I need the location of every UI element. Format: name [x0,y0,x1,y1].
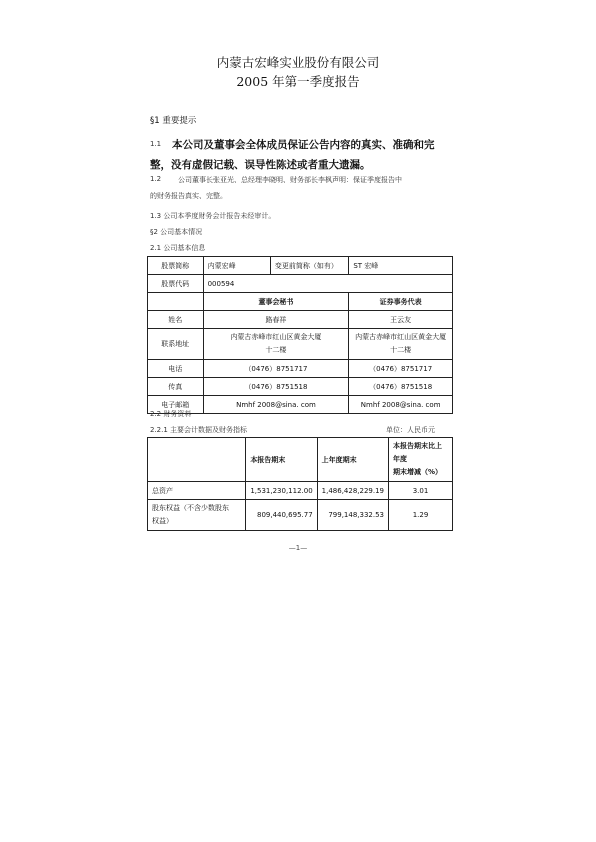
unit-label: 单位：人民币元 [386,426,435,434]
address-label: 联系地址 [148,329,204,360]
name-label: 姓名 [148,311,204,329]
table-row [148,275,453,293]
stock-code-value: 000594 [203,275,452,293]
table-row [148,293,453,311]
equity-label-line1: 股东权益（不含少数股东 [152,504,229,512]
prior-year-header: 上年度期末 [317,438,388,482]
table-row [148,257,453,275]
secretary-email: Nmhf 2008@sina. com [203,396,349,414]
email-label: 电子邮箱 [148,396,204,414]
item-1-1-number: 1.1 [150,140,162,148]
rep-address-line1: 内蒙古赤峰市红山区黄金大厦 [355,333,447,341]
equity-change: 1.29 [389,500,453,531]
item-2-2-heading: 2.2 财务资料 [150,410,192,418]
table-row [148,482,453,500]
short-name-label: 股票简称 [148,257,204,275]
page-number: —1— [288,544,308,552]
item-1-2-number: 1.2 [150,175,162,183]
former-name-label: 变更前简称（如有） [270,257,348,275]
financial-table [147,437,453,531]
secretary-header: 董事会秘书 [203,293,349,311]
item-2-1-heading: 2.1 公司基本信息 [150,244,206,252]
current-period-header: 本报告期末 [246,438,317,482]
total-assets-prior: 1,486,428,229.19 [317,482,388,500]
secretary-address [203,329,349,360]
item-1-3: 1.3 公司本季度财务会计报告未经审计。 [150,212,276,220]
change-header-line1: 本报告期末比上年度 [393,442,442,463]
table-row [148,360,453,378]
phone-label: 电话 [148,360,204,378]
rep-fax: （0476）8751518 [349,378,453,396]
section-2-heading: §2 公司基本情况 [150,228,203,236]
secretary-fax: （0476）8751518 [203,378,349,396]
rep-name: 王云友 [349,311,453,329]
item-1-2-line2: 的财务报告真实、完整。 [150,192,227,200]
table-row [148,396,453,414]
table-row [148,500,453,531]
rep-phone: （0476）8751717 [349,360,453,378]
rep-header: 证券事务代表 [349,293,453,311]
change-header [389,438,453,482]
rep-email: Nmhf 2008@sina. com [349,396,453,414]
rep-address [349,329,453,360]
short-name-value: 内蒙宏峰 [203,257,270,275]
total-assets-change: 3.01 [389,482,453,500]
secretary-phone: （0476）8751717 [203,360,349,378]
empty-cell [148,438,246,482]
secretary-name: 路春祥 [203,311,349,329]
company-title: 内蒙古宏峰实业股份有限公司 [216,55,380,70]
equity-current: 809,440,695.77 [246,500,317,531]
basic-info-table [147,256,453,414]
equity-prior: 799,148,332.53 [317,500,388,531]
item-1-1-line2: 整，没有虚假记载、误导性陈述或者重大遗漏。 [150,159,371,171]
item-2-2-1-heading: 2.2.1 主要会计数据及财务指标 [150,426,248,434]
secretary-address-line2: 十二楼 [265,346,287,354]
item-1-2-line1: 公司董事长张亚光、总经理李晓明、财务部长李枫声明：保证季度报告中 [178,176,402,184]
section-1-heading: §1 重要提示 [150,116,197,126]
empty-cell [148,293,204,311]
equity-label-line2: 权益） [152,517,173,525]
table-row [148,378,453,396]
rep-address-line2: 十二楼 [390,346,412,354]
change-header-line2: 期末增减（%） [393,468,443,476]
former-name-value: ST 宏峰 [349,257,453,275]
total-assets-label: 总资产 [148,482,246,500]
total-assets-current: 1,531,230,112.00 [246,482,317,500]
item-1-1-line1: 本公司及董事会全体成员保证公告内容的真实、准确和完 [172,139,435,151]
table-row [148,438,453,482]
stock-code-label: 股票代码 [148,275,204,293]
secretary-address-line1: 内蒙古赤峰市红山区黄金大厦 [230,333,322,341]
report-title: 2005 年第一季度报告 [236,74,360,89]
table-row [148,311,453,329]
table-row [148,329,453,360]
equity-label [148,500,246,531]
fax-label: 传真 [148,378,204,396]
